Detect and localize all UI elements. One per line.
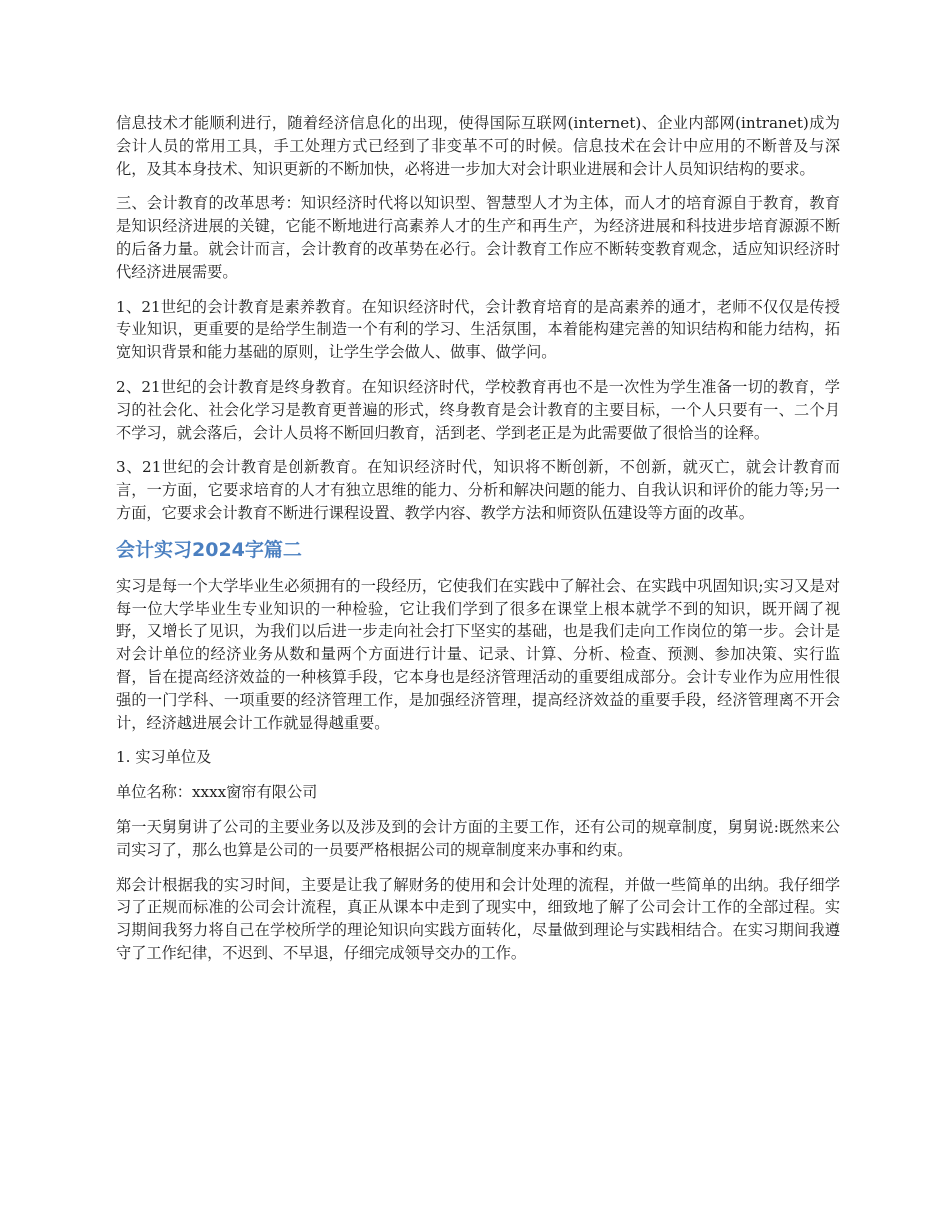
paragraph-education-reform: 三、会计教育的改革思考：知识经济时代将以知识型、智慧型人才为主体，而人才的培育源自于教育，教育是知识经济进展的关键，它能不断地进行高素养人才的生产和再生产，为经济进展和科技进步培育源源不断的后备力量。就会计而言，会计教育的改革势在必行。会计教育工作应不断转变教育观念，适应知识经济时代经济进展需要。 bbox=[116, 194, 840, 281]
document-page bbox=[116, 112, 840, 977]
paragraph-accountant-guidance: 郑会计根据我的实习时间，主要是让我了解财务的使用和会计处理的流程，并做一些简单的出纳。我仔细学习了正规而标准的公司会计流程，真正从课本中走到了现实中，细致地了解了公司会计工作的全部过程。实习期间我努力将自己在学校所学的理论知识向实践方面转化，尽量做到理论与实践相结合。在实习期间我遵守了工作纪律，不迟到、不早退，仔细完成领导交办的工作。 bbox=[116, 875, 840, 962]
paragraph-first-day: 第一天舅舅讲了公司的主要业务以及涉及到的会计方面的主要工作，还有公司的规章制度，舅舅说:既然来公司实习了，那么也算是公司的一员要严格根据公司的规章制度来办事和约束。 bbox=[116, 817, 840, 859]
paragraph-unit-name: 单位名称：xxxx窗帘有限公司 bbox=[116, 783, 318, 802]
paragraph-quality-education: 1、21世纪的会计教育是素养教育。在知识经济时代，会计教育培育的是高素养的通才，老师不仅仅是传授专业知识，更重要的是给学生制造一个有利的学习、生活氛围，本着能构建完善的知识结构和能力结构，拓宽知识背景和能力基础的原则，让学生学会做人、做事、做学问。 bbox=[116, 297, 840, 362]
paragraph-innovation-education: 3、21世纪的会计教育是创新教育。在知识经济时代，知识将不断创新，不创新，就灭亡，就会计教育而言，一方面，它要求培育的人才有独立思维的能力、分析和解决问题的能力、自我认识和评价的能力等;另一方面，它要求会计教育不断进行课程设置、教学内容、教学方法和师资队伍建设等方面的改革。 bbox=[116, 458, 840, 522]
paragraph-info-tech: 信息技术才能顺利进行，随着经济信息化的出现，使得国际互联网(internet)、企业内部网(intranet)成为会计人员的常用工具，手工处理方式已经到了非变革不可的时候。信息技术在会计中应用的不断普及与深化，及其本身技术、知识更新的不断加快，必将进一步加大对会计职业进展和会计人员知识结构的要求。 bbox=[116, 114, 840, 178]
paragraph-internship-unit: 1. 实习单位及 bbox=[116, 748, 212, 767]
paragraph-lifelong-education: 2、21世纪的会计教育是终身教育。在知识经济时代，学校教育再也不是一次性为学生准备一切的教育，学习的社会化、社会化学习是教育更普遍的形式，终身教育是会计教育的主要目标，一个人只要有一、二个月不学习，就会落后，会计人员将不断回归教育，活到老、学到老正是为此需要做了很恰当的诠释。 bbox=[116, 377, 840, 442]
paragraph-internship-intro: 实习是每一个大学毕业生必须拥有的一段经历，它使我们在实践中了解社会、在实践中巩固知识;实习又是对每一位大学毕业生专业知识的一种检验，它让我们学到了很多在课堂上根本就学不到的知识，既开阔了视野，又增长了见识，为我们以后进一步走向社会打下坚实的基础，也是我们走向工作岗位的第一步。会计是对会计单位的经济业务从数和量两个方面进行计量、记录、计算、分析、检查、预测、参加决策、实行监督，旨在提高经济效益的一种核算手段，它本身也是经济管理活动的重要组成部分。会计专业作为应用性很强的一门学科、一项重要的经济管理工作，是加强经济管理，提高经济效益的重要手段，经济管理离不开会计，经济越进展会计工作就显得越重要。 bbox=[116, 576, 840, 732]
section-heading: 会计实习2024字篇二 bbox=[116, 538, 302, 561]
